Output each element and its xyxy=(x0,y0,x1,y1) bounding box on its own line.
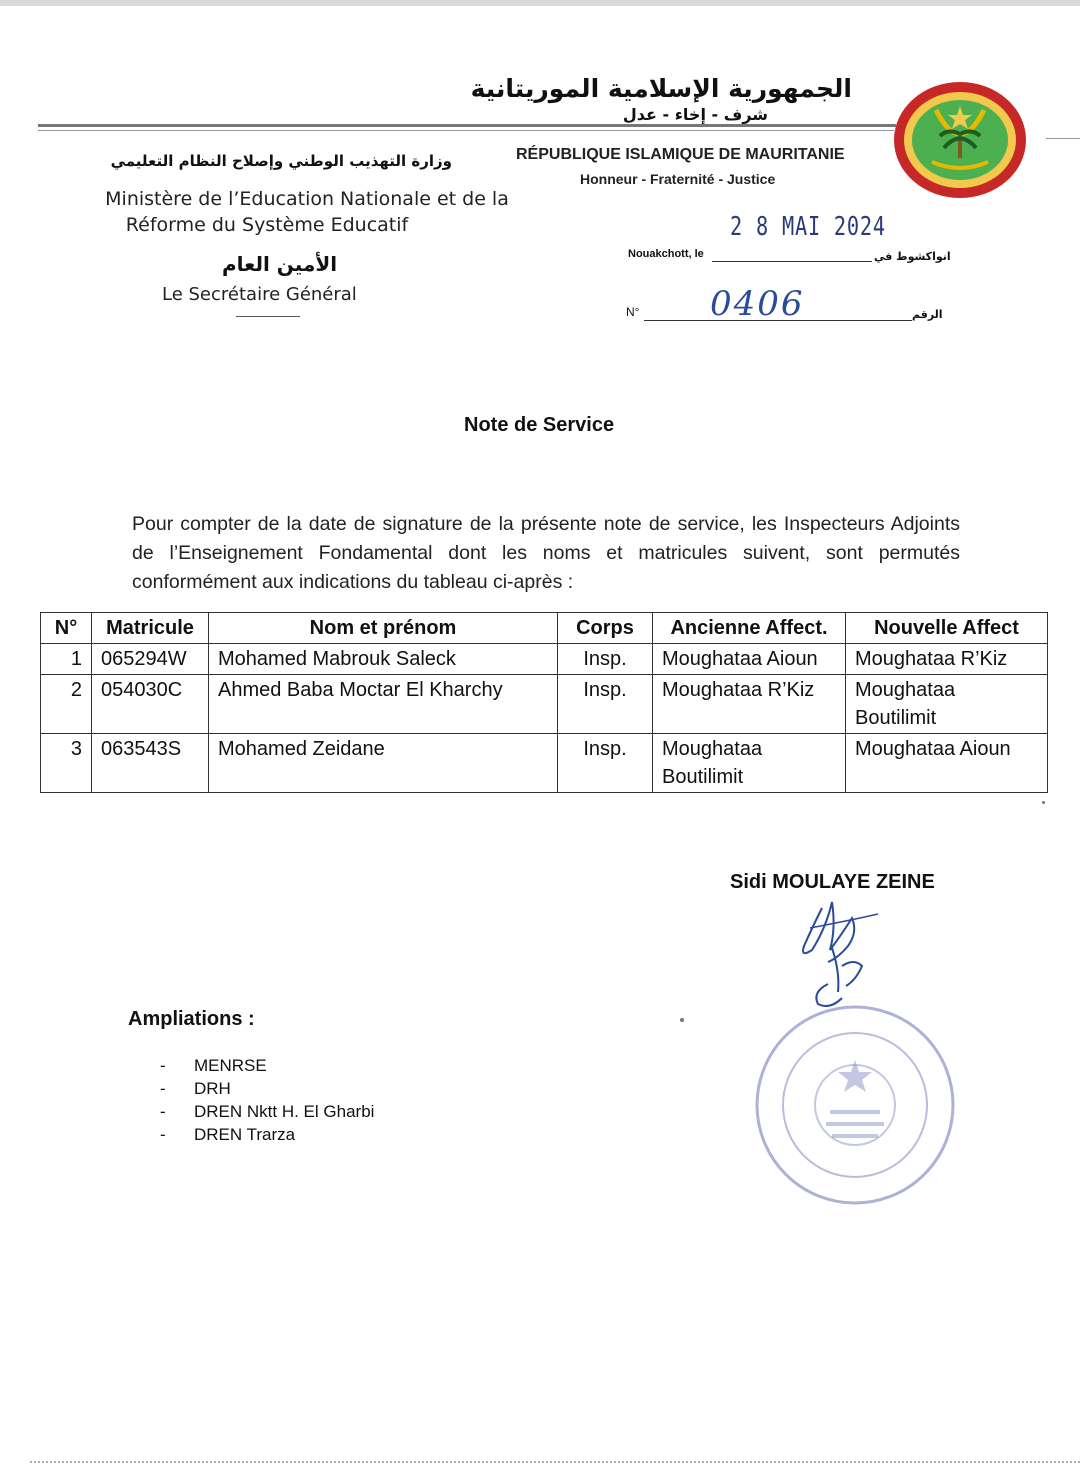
sg-underline xyxy=(236,316,300,317)
table-row xyxy=(41,644,1048,675)
cell-name: Mohamed Zeidane xyxy=(209,734,558,793)
list-item xyxy=(160,1123,374,1146)
page-top-edge xyxy=(0,0,1080,6)
cell-corps: Insp. xyxy=(558,644,653,675)
header-old-assignment: Ancienne Affect. xyxy=(653,613,846,644)
cell-no: 2 xyxy=(41,675,92,734)
place-date-line xyxy=(712,261,872,262)
bottom-dotted-line xyxy=(30,1461,1080,1463)
cell-matricule: 065294W xyxy=(92,644,209,675)
ministry-line-1: Ministère de l’Education Nationale et de la xyxy=(105,188,509,210)
table-row xyxy=(41,675,1048,734)
intro-paragraph: Pour compter de la date de signature de la présente note de service, les Inspecteurs Adjoints de l’Enseignement Fondamental dont les noms et matricules suivent, sont permutés conformément aux indications du tableau ci-après : xyxy=(132,513,960,593)
secretary-general-french: Le Secrétaire Général xyxy=(162,284,357,305)
header-new-assignment: Nouvelle Affect xyxy=(846,613,1048,644)
cell-old-assignment: Moughataa Boutilimit xyxy=(653,734,846,793)
ampliations-title: Ampliations : xyxy=(128,1008,255,1030)
ampliation-entry: DREN Trarza xyxy=(194,1125,296,1144)
place-date-label-arabic: انواكشوط في xyxy=(874,250,951,263)
header-name: Nom et prénom xyxy=(209,613,558,644)
signatory-name: Sidi MOULAYE ZEINE xyxy=(730,871,935,893)
dash-bullet: - xyxy=(160,1125,166,1144)
ministry-line-2: Réforme du Système Educatif xyxy=(125,214,409,236)
table-header-row xyxy=(41,613,1048,644)
list-item xyxy=(160,1054,374,1077)
reference-number-label-arabic: الرقم xyxy=(912,308,943,321)
motto-french: Honneur - Fraternité - Justice xyxy=(580,171,776,187)
ampliations-list xyxy=(160,1054,374,1146)
header-rule xyxy=(38,124,896,127)
cell-new-assignment: Moughataa R’Kiz xyxy=(846,644,1048,675)
header-matricule: Matricule xyxy=(92,613,209,644)
ministry-name-arabic: وزارة التهذيب الوطني وإصلاح النظام التعليمي xyxy=(110,152,452,170)
ampliation-entry: DRH xyxy=(194,1079,231,1098)
republic-name-french: RÉPUBLIQUE ISLAMIQUE DE MAURITANIE xyxy=(516,146,845,163)
republic-name-arabic: الجمهورية الإسلامية الموريتانية xyxy=(470,74,852,103)
cell-matricule: 054030C xyxy=(92,675,209,734)
assignment-table xyxy=(40,612,1048,793)
list-item xyxy=(160,1100,374,1123)
handwritten-signature xyxy=(782,888,892,1018)
cell-corps: Insp. xyxy=(558,734,653,793)
list-item xyxy=(160,1077,374,1100)
cell-no: 3 xyxy=(41,734,92,793)
date-stamp: 2 8 MAI 2024 xyxy=(730,212,886,242)
header-rule-right xyxy=(1046,138,1080,139)
dash-bullet: - xyxy=(160,1079,166,1098)
cell-no: 1 xyxy=(41,644,92,675)
ampliation-entry: MENRSE xyxy=(194,1056,267,1075)
table-row xyxy=(41,734,1048,793)
header-rule-thin xyxy=(38,130,896,131)
speck xyxy=(680,1018,684,1022)
header-no: N° xyxy=(41,613,92,644)
cell-new-assignment: Moughataa Boutilimit xyxy=(846,675,1048,734)
place-date-label: Nouakchott, le xyxy=(628,248,704,260)
cell-corps: Insp. xyxy=(558,675,653,734)
cell-name: Mohamed Mabrouk Saleck xyxy=(209,644,558,675)
national-emblem-icon xyxy=(892,80,1028,200)
ampliation-entry: DREN Nktt H. El Gharbi xyxy=(194,1102,375,1121)
cell-old-assignment: Moughataa R’Kiz xyxy=(653,675,846,734)
header-corps: Corps xyxy=(558,613,653,644)
secretary-general-arabic: الأمين العام xyxy=(222,252,338,276)
motto-arabic: شرف - إخاء - عدل xyxy=(622,105,768,124)
cell-matricule: 063543S xyxy=(92,734,209,793)
ministry-name-french xyxy=(82,186,532,238)
dash-bullet: - xyxy=(160,1056,166,1075)
reference-number-value: 0406 xyxy=(710,284,805,324)
speck xyxy=(1042,801,1045,804)
dash-bullet: - xyxy=(160,1102,166,1121)
cell-new-assignment: Moughataa Aioun xyxy=(846,734,1048,793)
document-title: Note de Service xyxy=(464,414,615,436)
official-seal-icon xyxy=(752,1002,958,1208)
cell-name: Ahmed Baba Moctar El Kharchy xyxy=(209,675,558,734)
reference-number-label: N° xyxy=(626,305,640,319)
cell-old-assignment: Moughataa Aioun xyxy=(653,644,846,675)
